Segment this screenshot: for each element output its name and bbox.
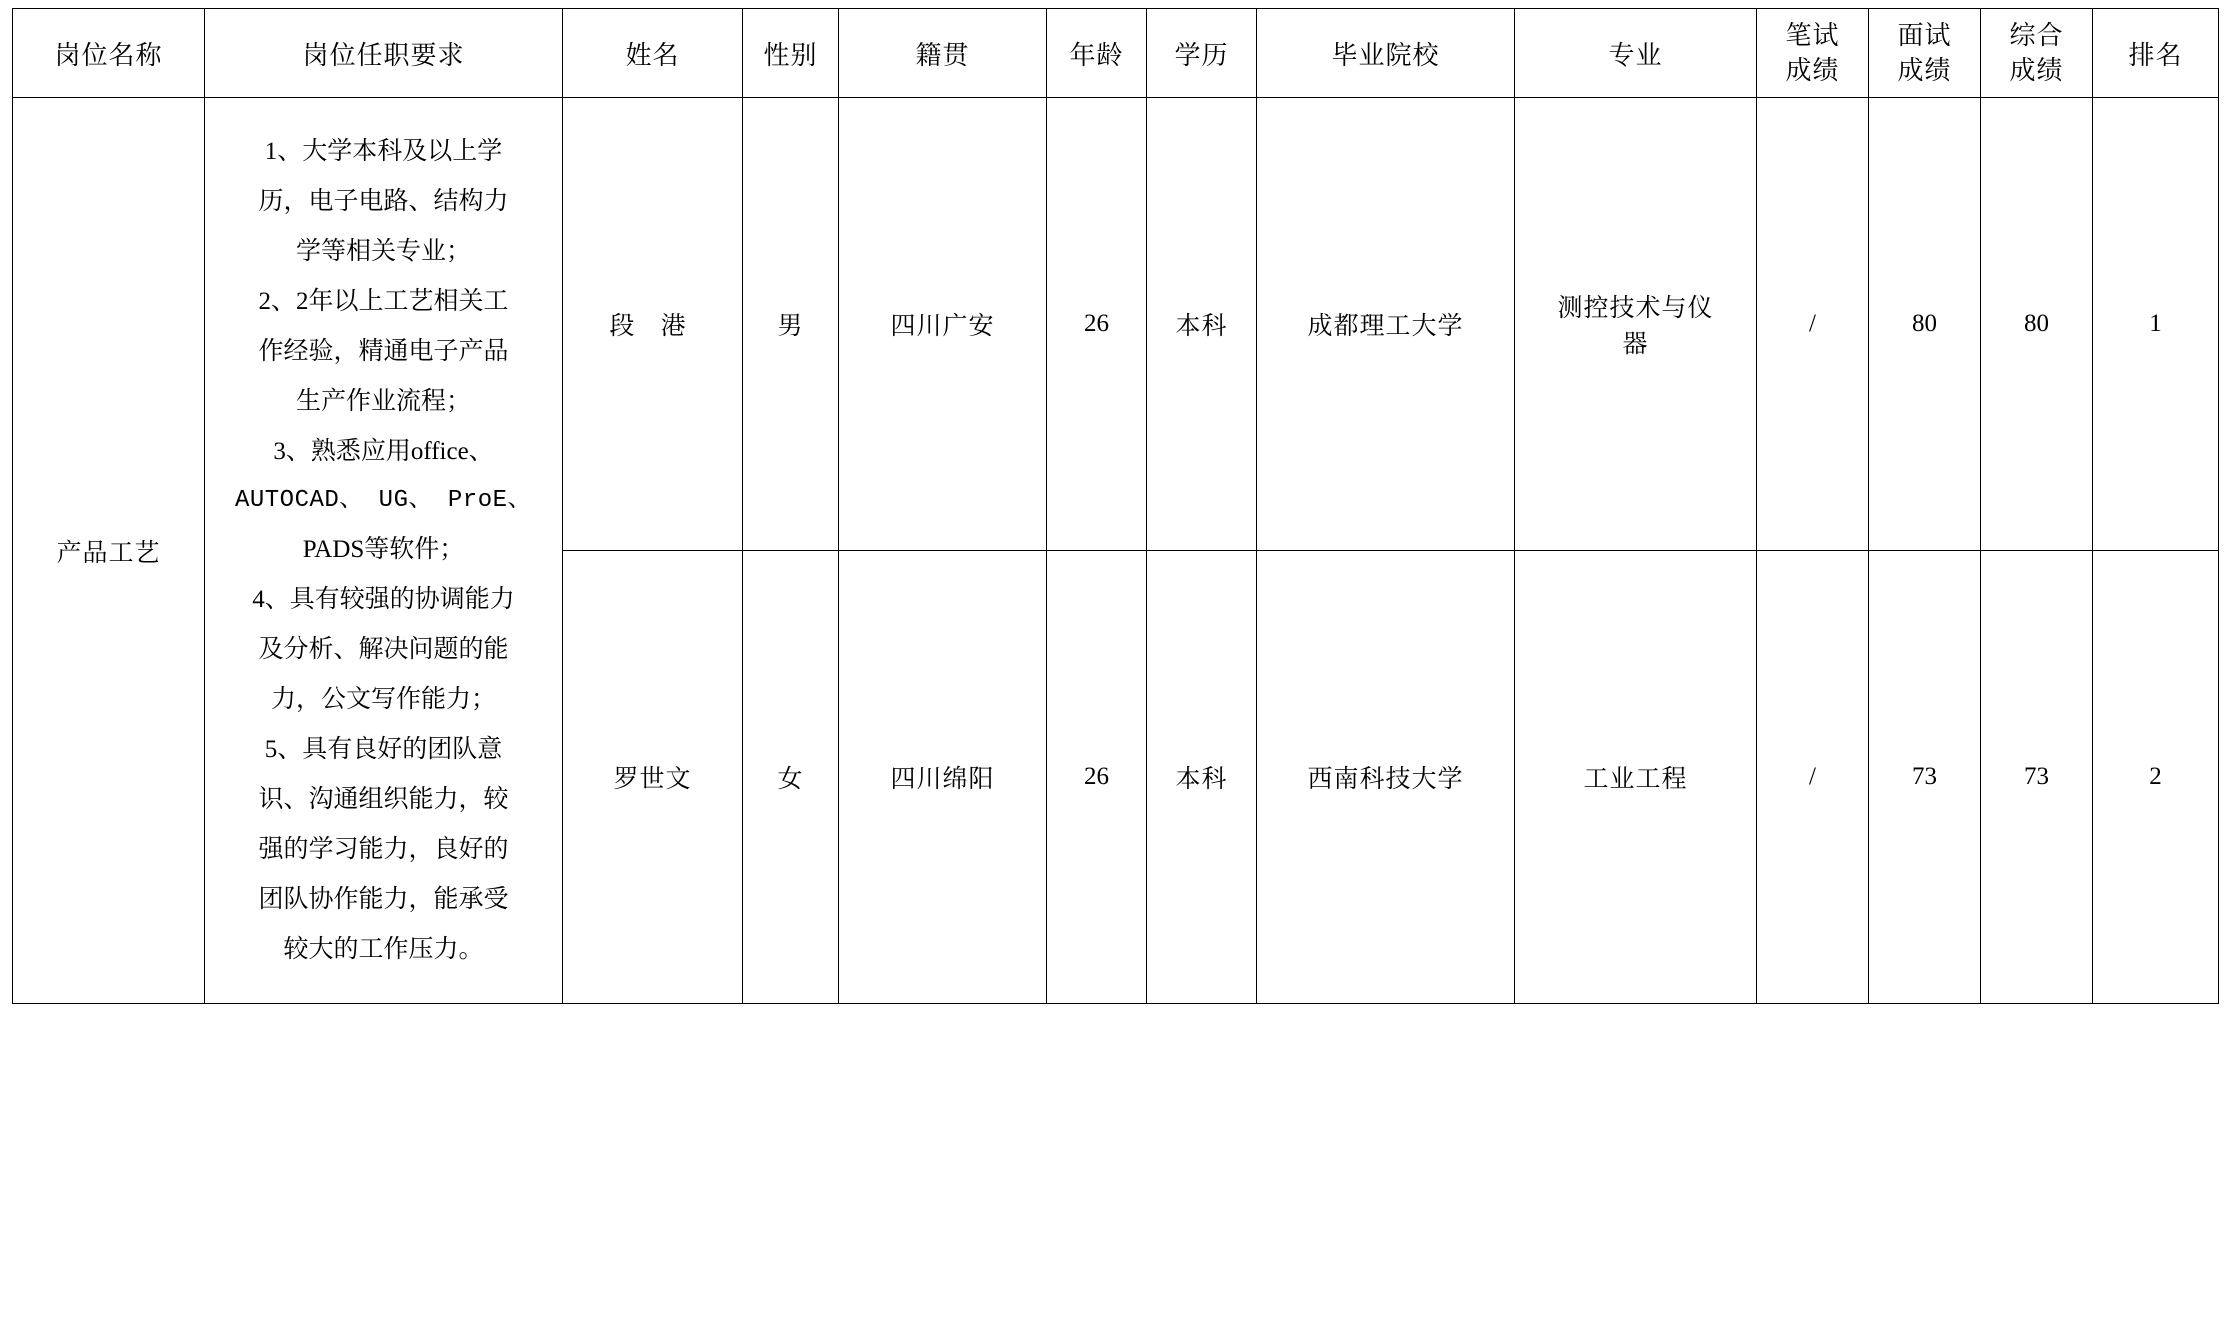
candidate-interview-score: 73 bbox=[1912, 763, 1937, 790]
cell-name bbox=[563, 551, 743, 1004]
cell-age bbox=[1047, 551, 1147, 1004]
header-education bbox=[1147, 9, 1257, 98]
requirement-line-3: 学等相关专业； bbox=[295, 237, 471, 265]
cell-education bbox=[1147, 98, 1257, 551]
header-gender-label: 性别 bbox=[763, 40, 818, 70]
requirement-line-2: 历，电子电路、结构力 bbox=[258, 187, 509, 215]
header-gender bbox=[743, 9, 839, 98]
header-school-label: 毕业院校 bbox=[1331, 40, 1440, 70]
cell-rank bbox=[2093, 98, 2219, 551]
requirement-line-12: 力，公文写作能力； bbox=[270, 685, 496, 713]
table-header-row bbox=[13, 9, 2219, 98]
header-written-score-line1: 笔试 bbox=[1785, 20, 1840, 50]
cell-post-title bbox=[13, 98, 205, 1004]
cell-age bbox=[1047, 98, 1147, 551]
cell-gender bbox=[743, 98, 839, 551]
cell-origin bbox=[839, 551, 1047, 1004]
header-requirements bbox=[205, 9, 563, 98]
cell-major bbox=[1515, 98, 1757, 551]
candidate-school: 成都理工大学 bbox=[1307, 313, 1464, 340]
header-written-score bbox=[1757, 9, 1869, 98]
requirement-line-4: 2、2年以上工艺相关工 bbox=[258, 287, 509, 315]
header-education-label: 学历 bbox=[1174, 40, 1229, 70]
requirement-line-13: 5、具有良好的团队意 bbox=[264, 735, 503, 763]
candidate-age: 26 bbox=[1084, 763, 1109, 790]
candidate-school: 西南科技大学 bbox=[1307, 766, 1464, 793]
header-overall-score bbox=[1981, 9, 2093, 98]
candidate-origin: 四川广安 bbox=[890, 313, 995, 340]
requirement-line-8: AUTOCAD、 UG、 ProE、 bbox=[234, 486, 533, 514]
cell-school bbox=[1257, 98, 1515, 551]
header-post-title-label: 岗位名称 bbox=[54, 40, 163, 70]
cell-overall-score bbox=[1981, 98, 2093, 551]
header-requirements-label: 岗位任职要求 bbox=[302, 40, 465, 70]
cell-requirements bbox=[205, 98, 563, 1004]
header-major-label: 专业 bbox=[1608, 40, 1663, 70]
candidate-name: 罗世文 bbox=[613, 766, 692, 793]
requirement-line-6: 生产作业流程； bbox=[295, 387, 471, 415]
requirement-line-7: 3、熟悉应用office、 bbox=[273, 437, 494, 465]
requirement-line-9: PADS等软件； bbox=[302, 535, 465, 563]
header-interview-score-line2: 成绩 bbox=[1897, 56, 1952, 85]
cell-overall-score bbox=[1981, 551, 2093, 1004]
candidate-education: 本科 bbox=[1175, 766, 1228, 793]
cell-name bbox=[563, 98, 743, 551]
candidate-overall-score: 80 bbox=[2024, 310, 2049, 337]
cell-interview-score bbox=[1869, 98, 1981, 551]
cell-rank bbox=[2093, 551, 2219, 1004]
cell-gender bbox=[743, 551, 839, 1004]
cell-major bbox=[1515, 551, 1757, 1004]
header-interview-score-line1: 面试 bbox=[1897, 20, 1952, 50]
candidate-overall-score: 73 bbox=[2024, 763, 2049, 790]
header-major bbox=[1515, 9, 1757, 98]
requirement-line-10: 4、具有较强的协调能力 bbox=[252, 585, 515, 613]
candidate-rank: 1 bbox=[2149, 310, 2162, 337]
candidate-rank: 2 bbox=[2149, 763, 2162, 790]
requirement-line-15: 强的学习能力，良好的 bbox=[258, 835, 509, 863]
requirement-line-5: 作经验，精通电子产品 bbox=[258, 337, 509, 365]
candidate-written-score: / bbox=[1809, 763, 1816, 790]
candidate-name: 段 港 bbox=[609, 313, 696, 340]
cell-origin bbox=[839, 98, 1047, 551]
requirement-line-11: 及分析、解决问题的能 bbox=[258, 635, 509, 663]
candidate-age: 26 bbox=[1084, 310, 1109, 337]
header-rank-label: 排名 bbox=[2128, 40, 2183, 70]
requirement-line-16: 团队协作能力，能承受 bbox=[258, 885, 509, 913]
header-written-score-line2: 成绩 bbox=[1785, 56, 1840, 85]
header-overall-score-line2: 成绩 bbox=[2009, 56, 2064, 85]
header-interview-score bbox=[1869, 9, 1981, 98]
table-row bbox=[13, 98, 2219, 551]
post-title-text: 产品工艺 bbox=[56, 539, 161, 567]
candidate-gender: 女 bbox=[777, 766, 804, 793]
cell-written-score bbox=[1757, 551, 1869, 1004]
requirement-line-14: 识、沟通组织能力，较 bbox=[258, 785, 509, 813]
candidate-written-score: / bbox=[1809, 310, 1816, 337]
cell-education bbox=[1147, 551, 1257, 1004]
header-origin-label: 籍贯 bbox=[915, 40, 970, 70]
candidate-major-line1: 测控技术与仪 bbox=[1557, 295, 1714, 322]
header-post-title bbox=[13, 9, 205, 98]
candidate-major-line2: 器 bbox=[1622, 331, 1649, 358]
header-name-label: 姓名 bbox=[625, 40, 680, 70]
requirement-line-17: 较大的工作压力。 bbox=[283, 935, 484, 963]
candidate-origin: 四川绵阳 bbox=[890, 766, 995, 793]
header-age-label: 年龄 bbox=[1069, 40, 1124, 70]
candidate-major: 工业工程 bbox=[1583, 766, 1688, 793]
header-name bbox=[563, 9, 743, 98]
recruitment-results-table bbox=[12, 8, 2219, 1004]
header-origin bbox=[839, 9, 1047, 98]
cell-written-score bbox=[1757, 98, 1869, 551]
cell-school bbox=[1257, 551, 1515, 1004]
requirement-line-1: 1、大学本科及以上学 bbox=[264, 137, 503, 165]
header-rank bbox=[2093, 9, 2219, 98]
candidate-gender: 男 bbox=[777, 313, 804, 340]
candidate-education: 本科 bbox=[1175, 313, 1228, 340]
candidate-interview-score: 80 bbox=[1912, 310, 1937, 337]
header-overall-score-line1: 综合 bbox=[2009, 20, 2064, 50]
header-age bbox=[1047, 9, 1147, 98]
cell-interview-score bbox=[1869, 551, 1981, 1004]
header-school bbox=[1257, 9, 1515, 98]
